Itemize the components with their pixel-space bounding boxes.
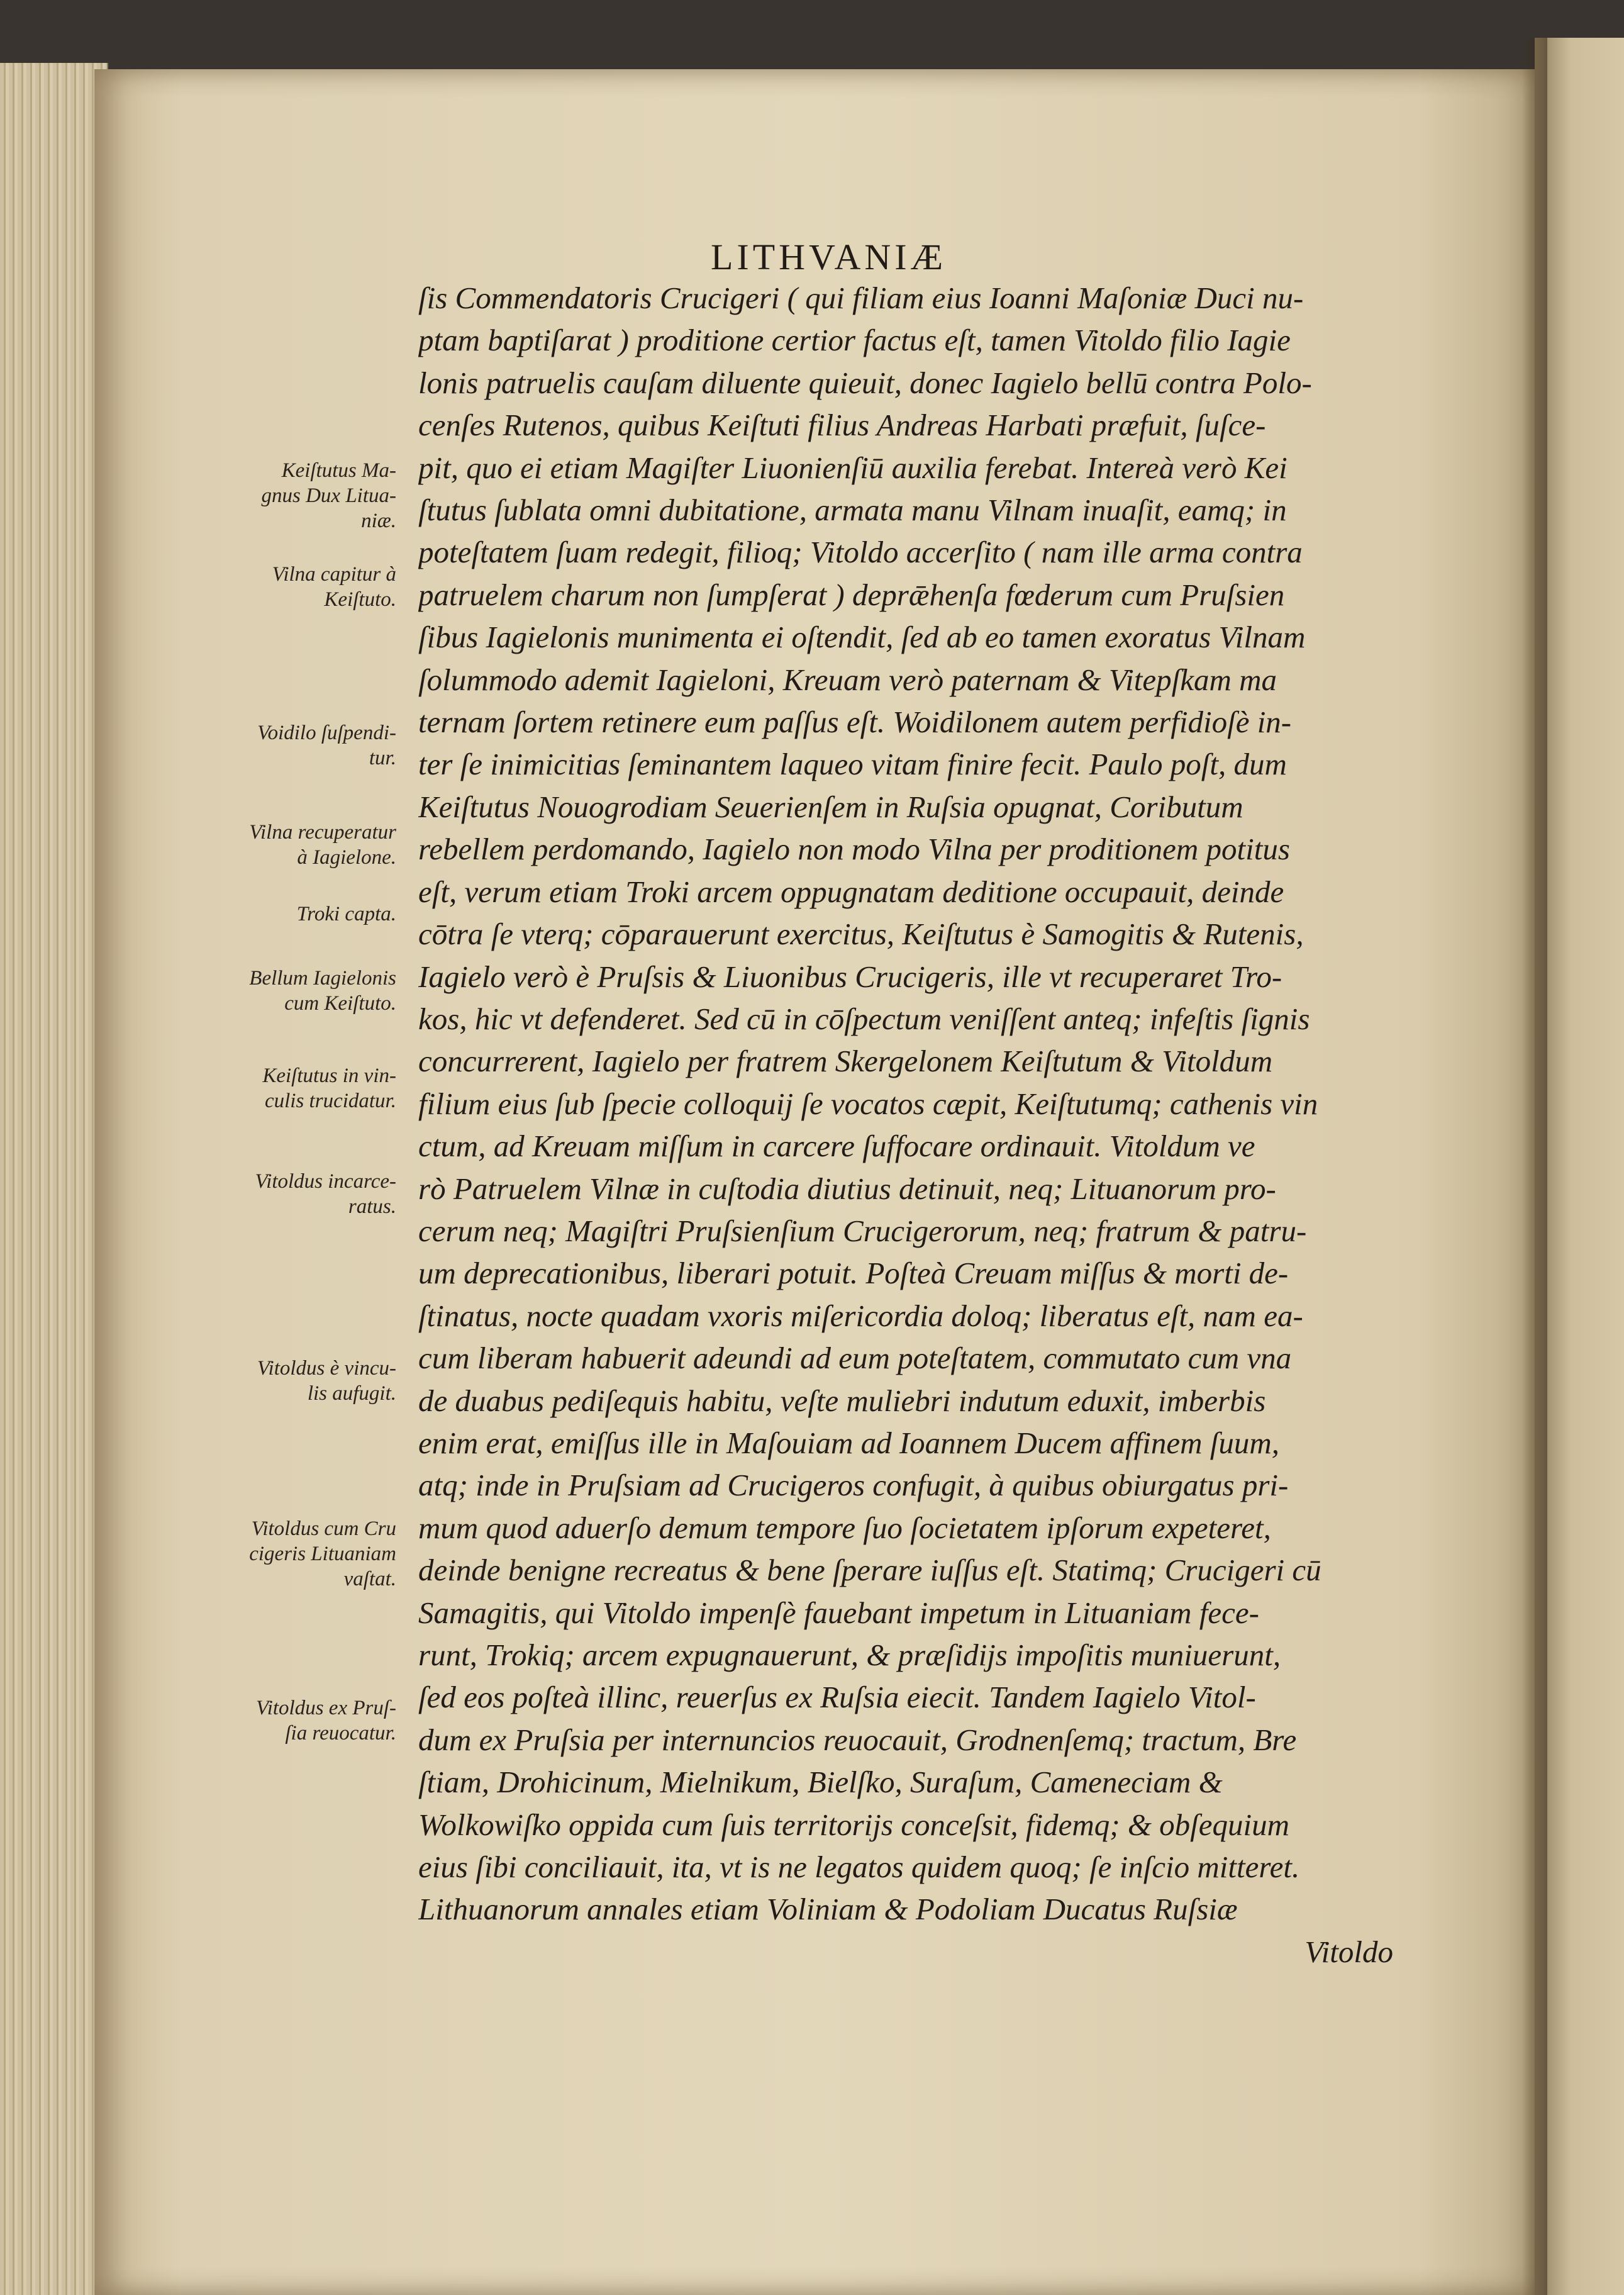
- marginal-note-bellum-iagielonis: [208, 966, 396, 1016]
- marginal-note-line: niæ.: [361, 510, 396, 532]
- marginal-note-line: Vitoldus cum Cru: [251, 1517, 396, 1540]
- marginal-note-line: Vilna capitur à: [272, 563, 396, 586]
- text-line: lonis patruelis cauſam diluente quieuit, donec Iagielo bellū contra Polo-: [418, 365, 1312, 400]
- text-line: ſtinatus, nocte quadam vxoris miſericordia doloq; liberatus eſt, nam ea-: [418, 1298, 1303, 1333]
- text-line: rebellem perdomando, Iagielo non modo Vilna per proditionem potitus: [418, 832, 1290, 867]
- text-line: pit, quo ei etiam Magiſter Liuonienſiū auxilia ferebat. Intereà verò Kei: [418, 450, 1288, 485]
- marginal-note-line: ratus.: [348, 1195, 396, 1218]
- marginal-note-vitoldus-incarceratus: [208, 1169, 396, 1219]
- marginal-note-line: Vilna recuperatur: [249, 821, 396, 844]
- marginal-note-keistutus-magnus-dux: [208, 458, 396, 533]
- text-line: patruelem charum non ſumpſerat ) deprǣhenſa fœderum cum Pruſsien: [418, 577, 1285, 612]
- text-line: Lithuanorum annales etiam Voliniam & Podoliam Ducatus Ruſsiæ: [418, 1892, 1238, 1927]
- text-line: cōtra ſe vterq; cōparauerunt exercitus, Keiſtutus è Samogitis & Rutenis,: [418, 917, 1304, 952]
- marginal-note-vitoldus-ex-prussia: [208, 1695, 396, 1746]
- marginal-note-keistutus-in-vinculis: [208, 1063, 396, 1114]
- text-line: atq; inde in Pruſsiam ad Crucigeros confugit, à quibus obiurgatus pri-: [418, 1468, 1289, 1503]
- text-line: dum ex Pruſsia per internuncios reuocauit, Grodnenſemq; tractum, Bre: [418, 1722, 1297, 1757]
- text-line: cerum neq; Magiſtri Pruſsienſium Crucigerorum, neq; fratrum & patru-: [418, 1213, 1307, 1248]
- catchword: Vitoldo: [1304, 1934, 1393, 1969]
- text-line: Iagielo verò è Pruſsis & Liuonibus Crucigeris, ille vt recuperaret Tro-: [418, 959, 1282, 994]
- text-line: ctum, ad Kreuam miſſum in carcere ſuffocare ordinauit. Vitoldum ve: [418, 1129, 1255, 1164]
- marginal-note-line: Troki capta.: [296, 903, 396, 925]
- text-line: ternam ſortem retinere eum paſſus eſt. Woidilonem autem perfidioſè in-: [418, 705, 1292, 740]
- marginal-note-line: Bellum Iagielonis: [249, 967, 396, 990]
- marginal-note-line: Keiſtuto.: [324, 588, 396, 611]
- text-line: eius ſibi conciliauit, ita, vt is ne legatos quidem quoq; ſe inſcio mitteret.: [418, 1850, 1300, 1885]
- text-line: de duabus pediſequis habitu, veſte muliebri indutum eduxit, imberbis: [418, 1383, 1266, 1418]
- marginal-note-troki-capta: [208, 902, 396, 927]
- marginal-note-line: lis aufugit.: [307, 1382, 396, 1405]
- text-line: ter ſe inimicitias ſeminantem laqueo vitam finire fecit. Paulo poſt, dum: [418, 747, 1287, 782]
- marginal-note-vitoldus-cum-crucigeris: [208, 1516, 396, 1592]
- text-line: kos, hic vt defenderet. Sed cū in cōſpectum veniſſent anteq; infeſtis ſignis: [418, 1001, 1310, 1036]
- page-edges: [0, 63, 108, 2295]
- marginal-note-line: Keiſtutus Ma-: [281, 459, 396, 482]
- facing-page-edge: [1535, 38, 1624, 2295]
- marginal-note-line: Vitoldus incarce-: [255, 1170, 396, 1193]
- marginal-note-voidilo-suspenditur: [208, 720, 396, 771]
- text-line: Samagitis, qui Vitoldo impenſè fauebant impetum in Lituaniam fece-: [418, 1595, 1259, 1630]
- text-line: cenſes Rutenos, quibus Keiſtuti filius Andreas Harbati præfuit, ſuſce-: [418, 408, 1266, 443]
- text-line: poteſtatem ſuam redegit, filioq; Vitoldo accerſito ( nam ille arma contra: [418, 535, 1303, 570]
- text-line: ſed eos poſteà illinc, reuerſus ex Ruſsia eiecit. Tandem Iagielo Vitol-: [418, 1680, 1256, 1715]
- marginal-note-vilna-capitur: [208, 562, 396, 612]
- marginal-note-line: vaſtat.: [343, 1568, 396, 1590]
- marginal-note-line: cum Keiſtuto.: [284, 992, 396, 1015]
- text-line: concurrerent, Iagielo per fratrem Skergelonem Keiſtutum & Vitoldum: [418, 1044, 1273, 1079]
- text-line: ſtutus ſublata omni dubitatione, armata manu Vilnam inuaſit, eamq; in: [418, 493, 1287, 528]
- text-line: ſtiam, Drohicinum, Mielnikum, Bielſko, Suraſum, Cameneciam &: [418, 1765, 1223, 1800]
- text-line: um deprecationibus, liberari potuit. Poſteà Creuam miſſus & morti de-: [418, 1256, 1289, 1291]
- marginal-note-line: Voidilo ſuſpendi-: [257, 722, 396, 744]
- text-line: mum quod aduerſo demum tempore ſuo ſocietatem ipſorum expeteret,: [418, 1510, 1271, 1545]
- marginal-note-vitoldus-e-vinculis: [208, 1356, 396, 1406]
- marginal-note-line: ſia reuocatur.: [285, 1722, 396, 1745]
- running-head: LITHVANIÆ: [711, 237, 947, 277]
- marginal-note-line: à Iagielone.: [297, 846, 396, 869]
- gutter-shadow: [1522, 38, 1547, 2295]
- text-line: rò Patruelem Vilnæ in cuſtodia diutius detinuit, neq; Lituanorum pro-: [418, 1171, 1276, 1206]
- marginal-note-line: Vitoldus ex Pruſ-: [255, 1697, 396, 1719]
- text-line: runt, Trokiq; arcem expugnauerunt, & præſidijs impoſitis muniuerunt,: [418, 1638, 1281, 1672]
- text-line: deinde benigne recreatus & bene ſperare iuſſus eſt. Statimq; Crucigeri cū: [418, 1553, 1321, 1588]
- text-line: cum liberam habuerit adeundi ad eum poteſtatem, commutato cum vna: [418, 1341, 1292, 1376]
- marginal-note-line: cigeris Lituaniam: [249, 1543, 396, 1565]
- text-line: enim erat, emiſſus ille in Maſouiam ad Ioannem Ducem affinem ſuum,: [418, 1425, 1280, 1460]
- body-text: [418, 277, 1393, 1973]
- marginal-note-line: culis trucidatur.: [264, 1090, 396, 1112]
- text-line: ſis Commendatoris Crucigeri ( qui filiam eius Ioanni Maſoniæ Duci nu-: [418, 281, 1304, 315]
- marginal-note-line: Vitoldus è vincu-: [257, 1357, 396, 1380]
- text-line: Keiſtutus Nouogrodiam Seuerienſem in Ruſsia opugnat, Coributum: [418, 789, 1243, 824]
- text-line: Wolkowiſko oppida cum ſuis territorijs conceſsit, fidemq; & obſequium: [418, 1807, 1290, 1842]
- marginal-note-line: gnus Dux Litua-: [261, 484, 396, 507]
- text-line: ſibus Iagielonis munimenta ei oſtendit, ſed ab eo tamen exoratus Vilnam: [418, 620, 1306, 655]
- text-line: ptam baptiſarat ) proditione certior factus eſt, tamen Vitoldo filio Iagie: [418, 323, 1291, 358]
- marginal-note-vilna-recuperatur: [208, 820, 396, 870]
- marginal-note-line: Keiſtutus in vin-: [262, 1064, 396, 1087]
- marginal-note-line: tur.: [369, 747, 396, 769]
- text-line: eſt, verum etiam Troki arcem oppugnatam deditione occupauit, deinde: [418, 874, 1284, 909]
- text-line: ſolummodo ademit Iagieloni, Kreuam verò paternam & Vitepſkam ma: [418, 662, 1277, 697]
- text-line: filium eius ſub ſpecie colloquij ſe vocatos cæpit, Keiſtutumq; cathenis vin: [418, 1086, 1318, 1121]
